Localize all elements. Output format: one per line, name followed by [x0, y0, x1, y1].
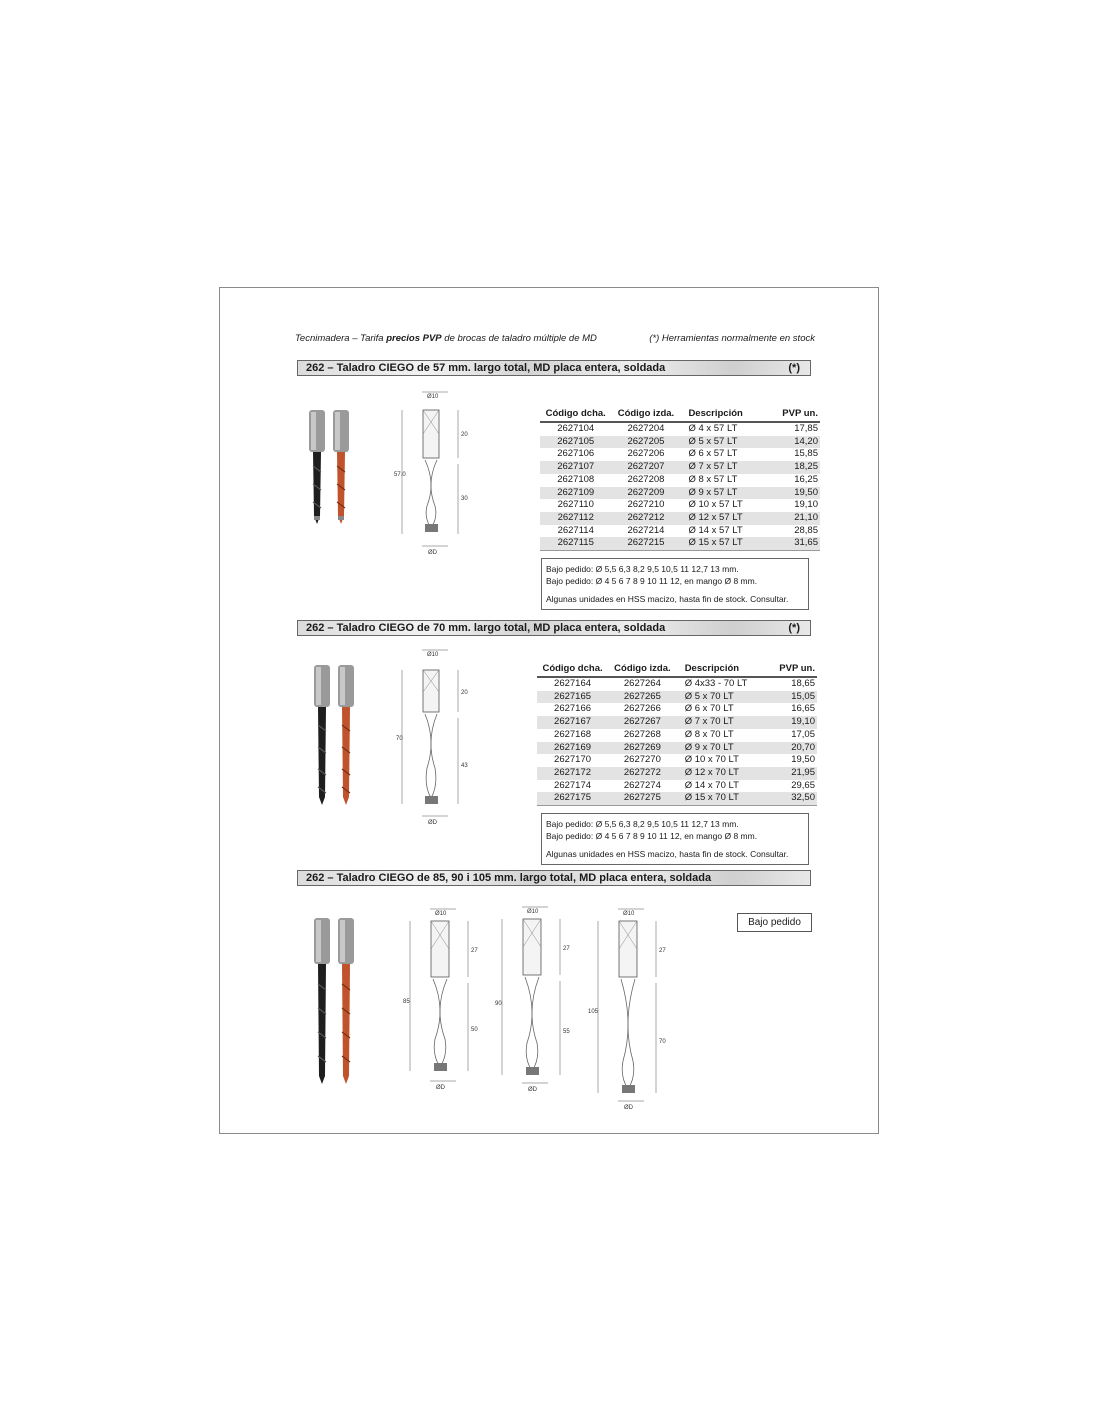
- note-line-1: Bajo pedido: Ø 5,5 6,3 8,2 9,5 10,5 11 12,7 13 mm.: [546, 819, 739, 829]
- col-header-izda: Código izda.: [611, 407, 680, 422]
- section-3-drawing-105: [586, 905, 676, 1115]
- note-line-2: Bajo pedido: Ø 4 5 6 7 8 9 10 11 12, en mango Ø 8 mm.: [546, 831, 758, 841]
- section-3-drawing-90: [490, 903, 580, 1098]
- section-1-title-bar: [297, 360, 811, 376]
- black-bit-image: [314, 918, 330, 1084]
- cell-code-izda: 2627210: [627, 499, 665, 511]
- drawing-2-flute: 43: [461, 763, 468, 769]
- cell-code-izda: 2627267: [608, 716, 677, 729]
- cell-description: Ø 6 x 57 LT: [688, 448, 738, 460]
- drawing-85-dtip: ØD: [436, 1085, 445, 1091]
- section-2-title-bar: [297, 620, 811, 636]
- drawing-1-shank: 20: [461, 432, 468, 438]
- section-1-technical-drawing: [390, 388, 480, 558]
- cell-description: Ø 12 x 57 LT: [680, 512, 771, 525]
- col-header-dcha: Código dcha.: [540, 407, 611, 422]
- table-header-row: [540, 407, 820, 422]
- cell-code-izda: 2627207: [611, 461, 680, 474]
- bajo-pedido-label: Bajo pedido: [737, 913, 812, 932]
- cell-code-izda: 2627206: [627, 448, 665, 460]
- section-1-notes-box: [541, 558, 809, 610]
- table-row: [540, 474, 820, 487]
- drawing-1-flute: 30: [461, 496, 468, 502]
- cell-price: 17,85: [794, 423, 818, 434]
- table-row: [537, 792, 817, 805]
- section-2-bit-photos: [310, 661, 360, 811]
- drawing-90-dtop: Ø10: [527, 909, 539, 915]
- table-row: [537, 691, 817, 704]
- section-1-title: 262 – Taladro CIEGO de 57 mm. largo total, MD placa entera, soldada: [306, 362, 666, 374]
- cell-code-izda: 2627215: [611, 537, 680, 550]
- drawing-90-dtip: ØD: [528, 1087, 537, 1093]
- col-header-desc: Descripción: [677, 662, 769, 677]
- section-2-price-table: [537, 662, 817, 806]
- table-row: [537, 716, 817, 729]
- cell-code-izda: 2627266: [623, 703, 661, 715]
- table-row: [537, 767, 817, 780]
- cell-code-dcha: 2627106: [557, 448, 595, 460]
- cell-description: Ø 4x33 - 70 LT: [684, 678, 748, 689]
- table-header-row: [537, 662, 817, 677]
- table-row: [537, 742, 817, 755]
- drawing-90-flute: 55: [563, 1029, 570, 1035]
- black-bit-image: [309, 410, 325, 524]
- cell-description: Ø 9 x 57 LT: [680, 487, 771, 500]
- drawing-85-total: 85: [403, 999, 410, 1005]
- cell-code-izda: 2627205: [611, 436, 680, 449]
- cell-code-dcha: 2627166: [554, 703, 592, 715]
- drawing-85-dtop: Ø10: [435, 911, 447, 917]
- cell-price: 19,50: [771, 487, 820, 500]
- cell-code-dcha: 2627115: [540, 537, 611, 550]
- cell-code-izda: 2627275: [608, 792, 677, 805]
- cell-description: Ø 15 x 57 LT: [680, 537, 771, 550]
- cell-code-dcha: 2627112: [540, 512, 611, 525]
- note-line-2: Bajo pedido: Ø 4 5 6 7 8 9 10 11 12, en mango Ø 8 mm.: [546, 576, 758, 586]
- cell-code-dcha: 2627168: [554, 728, 592, 740]
- cell-code-dcha: 2627172: [537, 767, 608, 780]
- note-line-3: Algunas unidades en HSS macizo, hasta fin de stock. Consultar.: [546, 594, 789, 604]
- cell-price: 20,70: [769, 742, 817, 755]
- black-bit-image: [314, 665, 330, 805]
- drawing-2-total: 70: [396, 736, 403, 742]
- table-row: [540, 448, 820, 461]
- cell-description: Ø 8 x 70 LT: [684, 728, 734, 740]
- cell-code-izda: 2627268: [623, 728, 661, 740]
- cell-price: 17,05: [791, 728, 815, 740]
- cell-code-izda: 2627269: [608, 742, 677, 755]
- cell-description: Ø 12 x 70 LT: [677, 767, 769, 780]
- cell-code-dcha: 2627174: [554, 779, 592, 791]
- section-1-stock-star: (*): [788, 362, 800, 374]
- cell-description: Ø 7 x 57 LT: [680, 461, 771, 474]
- cell-code-izda: 2627264: [623, 678, 661, 689]
- drawing-2-shank: 20: [461, 690, 468, 696]
- cell-code-dcha: 2627105: [540, 436, 611, 449]
- cell-price: 31,65: [771, 537, 820, 550]
- col-header-price: PVP un.: [771, 407, 820, 422]
- drawing-1-total: 57.0: [394, 472, 406, 478]
- header-bold: precios PVP: [386, 333, 442, 344]
- cell-price: 21,95: [769, 767, 817, 780]
- cell-code-dcha: 2627109: [540, 487, 611, 500]
- cell-price: 18,65: [791, 678, 815, 689]
- cell-code-dcha: 2627104: [557, 423, 595, 434]
- drawing-2-dtip: ØD: [428, 820, 437, 826]
- drawing-105-shank: 27: [659, 948, 666, 954]
- cell-description: Ø 6 x 70 LT: [684, 703, 734, 715]
- table-row: [540, 487, 820, 500]
- col-header-izda: Código izda.: [608, 662, 677, 677]
- drawing-85-shank: 27: [471, 948, 478, 954]
- cell-code-izda: 2627265: [608, 691, 677, 704]
- cell-price: 19,50: [791, 754, 815, 766]
- page-header: [295, 333, 815, 344]
- cell-code-dcha: 2627107: [540, 461, 611, 474]
- header-prefix: Tecnimadera – Tarifa: [295, 333, 384, 344]
- table-row: [540, 525, 820, 538]
- col-header-desc: Descripción: [680, 407, 771, 422]
- cell-code-izda: 2627209: [611, 487, 680, 500]
- note-line-3: Algunas unidades en HSS macizo, hasta fin de stock. Consultar.: [546, 849, 789, 859]
- cell-code-izda: 2627270: [623, 754, 661, 766]
- cell-code-izda: 2627214: [627, 524, 665, 536]
- table-row: [537, 677, 817, 691]
- header-suffix: de brocas de taladro múltiple de MD: [444, 333, 597, 344]
- cell-description: Ø 7 x 70 LT: [677, 716, 769, 729]
- cell-code-izda: 2627208: [627, 473, 665, 485]
- col-header-price: PVP un.: [769, 662, 817, 677]
- drawing-105-dtip: ØD: [624, 1105, 633, 1111]
- drawing-1-dtip: ØD: [428, 550, 437, 556]
- cell-code-dcha: 2627114: [557, 524, 594, 536]
- section-2-notes-box: [541, 813, 809, 865]
- note-line-1: Bajo pedido: Ø 5,5 6,3 8,2 9,5 10,5 11 12,7 13 mm.: [546, 564, 739, 574]
- table-row: [537, 754, 817, 767]
- section-2-technical-drawing: [390, 646, 480, 826]
- cell-code-dcha: 2627110: [557, 499, 594, 511]
- section-3-title: 262 – Taladro CIEGO de 85, 90 i 105 mm. largo total, MD placa entera, soldada: [306, 872, 712, 884]
- cell-code-dcha: 2627175: [537, 792, 608, 805]
- cell-description: Ø 9 x 70 LT: [677, 742, 769, 755]
- table-row: [537, 729, 817, 742]
- col-header-dcha: Código dcha.: [537, 662, 608, 677]
- cell-description: Ø 14 x 70 LT: [684, 779, 739, 791]
- cell-code-izda: 2627212: [611, 512, 680, 525]
- table-row: [540, 499, 820, 512]
- cell-description: Ø 5 x 57 LT: [680, 436, 771, 449]
- table-row: [540, 512, 820, 525]
- drawing-105-flute: 70: [659, 1039, 666, 1045]
- cell-price: 15,85: [794, 448, 818, 460]
- table-row: [540, 422, 820, 436]
- section-1-price-table: [540, 407, 820, 551]
- orange-bit-image: [338, 665, 354, 805]
- table-row: [540, 461, 820, 474]
- cell-description: Ø 8 x 57 LT: [688, 473, 738, 485]
- cell-description: Ø 15 x 70 LT: [677, 792, 769, 805]
- table-row: [540, 537, 820, 550]
- cell-code-dcha: 2627167: [537, 716, 608, 729]
- catalog-page: [219, 287, 879, 1134]
- cell-code-izda: 2627204: [627, 423, 665, 434]
- table-row: [537, 703, 817, 716]
- drawing-90-shank: 27: [563, 946, 570, 952]
- cell-price: 15,05: [769, 691, 817, 704]
- drawing-105-total: 105: [588, 1009, 599, 1015]
- table-row: [540, 436, 820, 449]
- orange-bit-image: [338, 918, 354, 1084]
- cell-code-dcha: 2627170: [554, 754, 592, 766]
- cell-code-dcha: 2627165: [537, 691, 608, 704]
- cell-code-izda: 2627272: [608, 767, 677, 780]
- drawing-1-dtop: Ø10: [427, 394, 439, 400]
- cell-code-dcha: 2627108: [557, 473, 595, 485]
- section-2-title: 262 – Taladro CIEGO de 70 mm. largo total, MD placa entera, soldada: [306, 622, 666, 634]
- orange-bit-image: [333, 410, 349, 524]
- cell-description: Ø 10 x 57 LT: [688, 499, 743, 511]
- cell-code-dcha: 2627169: [537, 742, 608, 755]
- section-3-title-bar: [297, 870, 811, 886]
- cell-price: 19,10: [769, 716, 817, 729]
- cell-code-izda: 2627274: [623, 779, 661, 791]
- cell-description: Ø 10 x 70 LT: [684, 754, 739, 766]
- cell-price: 16,25: [794, 473, 818, 485]
- cell-description: Ø 5 x 70 LT: [677, 691, 769, 704]
- cell-code-dcha: 2627164: [554, 678, 592, 689]
- cell-price: 14,20: [771, 436, 820, 449]
- section-3-drawing-85: [398, 905, 488, 1095]
- drawing-2-dtop: Ø10: [427, 652, 439, 658]
- section-2-stock-star: (*): [788, 622, 800, 634]
- drawing-90-total: 90: [495, 1001, 502, 1007]
- drawing-85-flute: 50: [471, 1027, 478, 1033]
- section-3-bit-photos: [310, 914, 360, 1094]
- cell-price: 32,50: [769, 792, 817, 805]
- cell-price: 18,25: [771, 461, 820, 474]
- cell-description: Ø 4 x 57 LT: [688, 423, 738, 434]
- drawing-105-dtop: Ø10: [623, 911, 635, 917]
- stock-note: (*) Herramientas normalmente en stock: [649, 333, 815, 344]
- cell-price: 28,85: [794, 524, 818, 536]
- cell-description: Ø 14 x 57 LT: [688, 524, 743, 536]
- cell-price: 29,65: [791, 779, 815, 791]
- cell-price: 19,10: [794, 499, 818, 511]
- cell-price: 21,10: [771, 512, 820, 525]
- cell-price: 16,65: [791, 703, 815, 715]
- section-1-bit-photos: [305, 406, 355, 531]
- table-row: [537, 780, 817, 793]
